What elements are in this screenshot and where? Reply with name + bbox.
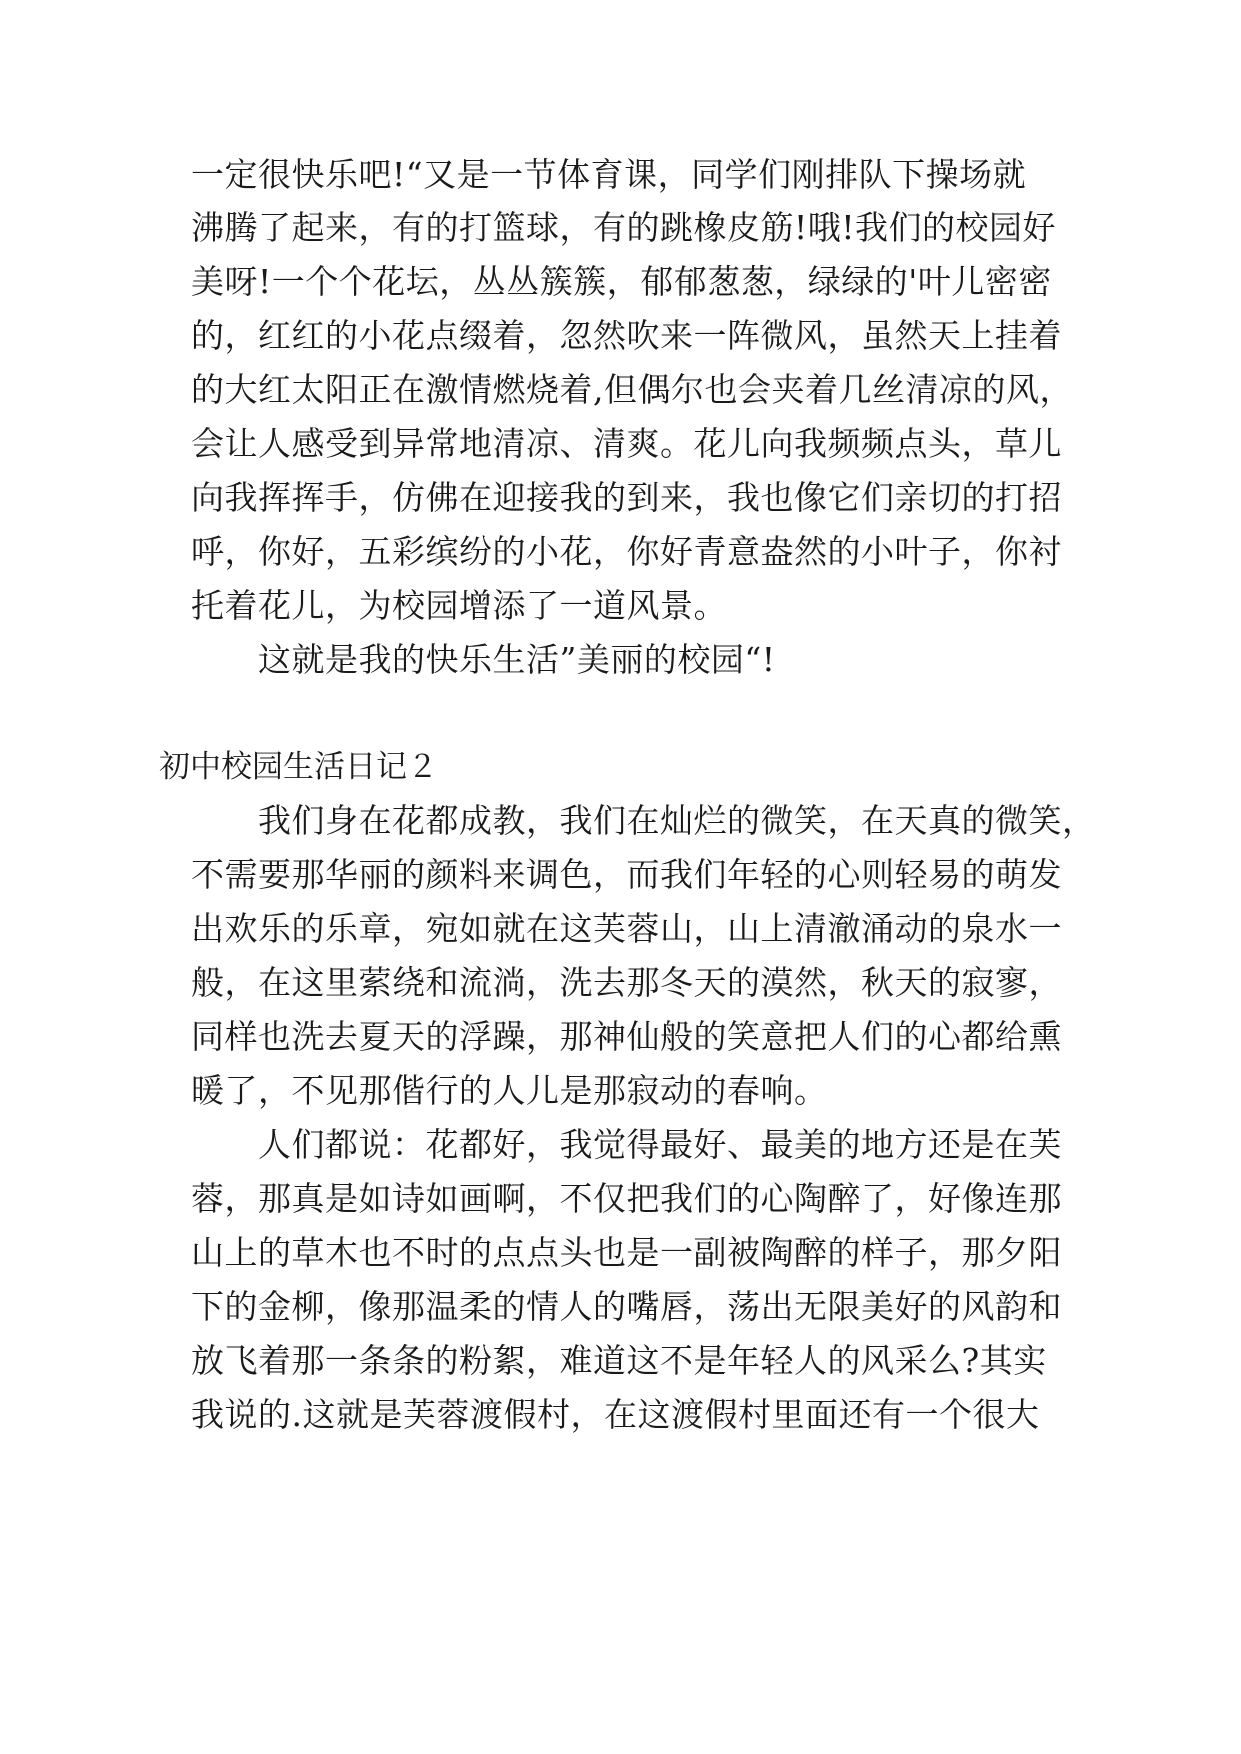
text-line: 我们身在花都成教，我们在灿烂的微笑，在天真的微笑，: [191, 801, 1096, 840]
section-heading: 初中校园生活日记２: [159, 749, 438, 785]
text-line: 蓉，那真是如诗如画啊，不仅把我们的心陶醉了，好像连那: [191, 1179, 1062, 1218]
text-line: 放飞着那一条条的粉絮，难道这不是年轻人的风采么?其实: [191, 1341, 1047, 1380]
text-line: 呼，你好，五彩缤纷的小花，你好青意盎然的小叶子，你衬: [191, 532, 1062, 571]
text-line: 会让人感受到异常地清凉、清爽。花儿向我频频点头，草儿: [191, 424, 1062, 463]
text-line: 美呀!一个个花坛，丛丛簇簇，郁郁葱葱，绿绿的'叶儿密密: [191, 262, 1052, 301]
text-line: 我说的.这就是芙蓉渡假村，在这渡假村里面还有一个很大: [191, 1395, 1040, 1434]
text-line: 不需要那华丽的颜料来调色，而我们年轻的心则轻易的萌发: [191, 855, 1062, 894]
text-line: 人们都说：花都好，我觉得最好、最美的地方还是在芙: [191, 1125, 1062, 1164]
text-line: 一定很快乐吧!“又是一节体育课，同学们刚排队下操场就: [191, 155, 1027, 194]
text-line: 托着花儿，为校园增添了一道风景。: [191, 586, 727, 625]
text-line: 这就是我的快乐生活”美丽的校园“!: [191, 640, 776, 679]
text-line: 出欢乐的乐章，宛如就在这芙蓉山，山上清澈涌动的泉水一: [191, 909, 1062, 948]
text-line: 的，红红的小花点缀着，忽然吹来一阵微风，虽然天上挂着: [191, 316, 1062, 355]
text-line: 暖了，不见那偕行的人儿是那寂动的春响。: [191, 1071, 828, 1110]
text-line: 下的金柳，像那温柔的情人的嘴唇，荡出无限美好的风韵和: [191, 1287, 1062, 1326]
text-line: 沸腾了起来，有的打篮球，有的跳橡皮筋!哦!我们的校园好: [191, 208, 1057, 247]
text-line: 同样也洗去夏天的浮躁，那神仙般的笑意把人们的心都给熏: [191, 1017, 1062, 1056]
text-line: 的大红太阳正在激情燃烧着,但偶尔也会夹着几丝清凉的风，: [191, 370, 1073, 409]
text-line: 般，在这里萦绕和流淌，洗去那冬天的漠然，秋天的寂寥，: [191, 963, 1062, 1002]
text-line: 向我挥挥手，仿佛在迎接我的到来，我也像它们亲切的打招: [191, 478, 1062, 517]
text-line: 山上的草木也不时的点点头也是一副被陶醉的样子，那夕阳: [191, 1233, 1062, 1272]
